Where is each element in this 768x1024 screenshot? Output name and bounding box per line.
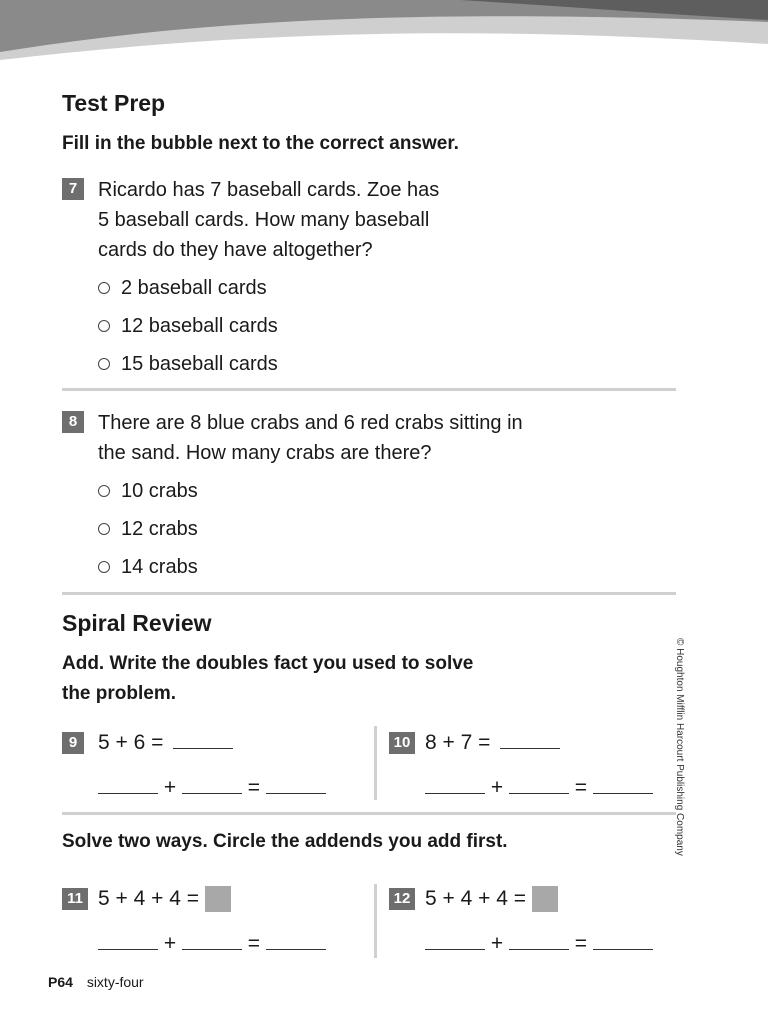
- answer-blank[interactable]: [509, 775, 569, 794]
- answer-blank[interactable]: [173, 730, 233, 749]
- equation-text: 5 + 4 + 4 =: [98, 887, 200, 910]
- divider: [62, 388, 676, 391]
- question-7-option[interactable]: [98, 275, 267, 301]
- answer-blank[interactable]: [509, 931, 569, 950]
- option-label: 10 crabs: [121, 480, 198, 502]
- question-10-equation: [425, 729, 560, 757]
- question-7-line: cards do they have altogether?: [98, 239, 373, 261]
- question-10-doubles-fact: [425, 774, 653, 802]
- spiral-review-heading: Spiral Review: [62, 610, 212, 636]
- column-divider: [374, 726, 377, 800]
- equation-text: 5 + 6 =: [98, 731, 164, 754]
- equals-sign: =: [574, 776, 588, 799]
- answer-blank[interactable]: [425, 931, 485, 950]
- answer-blank[interactable]: [266, 775, 326, 794]
- question-12-answer-line: [425, 930, 653, 958]
- answer-blank[interactable]: [98, 775, 158, 794]
- equals-sign: =: [247, 932, 261, 955]
- option-label: 12 crabs: [121, 518, 198, 540]
- question-7-text: [98, 175, 439, 265]
- answer-bubble[interactable]: [98, 320, 110, 332]
- question-9-equation: [98, 729, 233, 757]
- answer-bubble[interactable]: [98, 485, 110, 497]
- page-number: P64: [48, 974, 73, 990]
- instruction-line: the problem.: [62, 683, 177, 704]
- divider: [62, 592, 676, 595]
- question-7-option[interactable]: [98, 313, 278, 339]
- question-7-number: 7: [62, 178, 84, 200]
- plus-sign: +: [490, 776, 504, 799]
- question-11-answer-line: [98, 930, 326, 958]
- answer-blank[interactable]: [425, 775, 485, 794]
- answer-blank[interactable]: [500, 730, 560, 749]
- question-12-equation: [425, 885, 558, 913]
- question-12-number: 12: [389, 888, 415, 910]
- question-8-text: [98, 408, 523, 468]
- question-8-option[interactable]: [98, 478, 198, 504]
- question-10-number: 10: [389, 732, 415, 754]
- answer-bubble[interactable]: [98, 358, 110, 370]
- column-divider: [374, 884, 377, 958]
- answer-blank[interactable]: [593, 775, 653, 794]
- instruction-line: Add. Write the doubles fact you used to solve: [62, 653, 474, 674]
- page-footer: [48, 974, 144, 990]
- plus-sign: +: [163, 932, 177, 955]
- question-9-number: 9: [62, 732, 84, 754]
- answer-blank[interactable]: [266, 931, 326, 950]
- question-7-line: 5 baseball cards. How many baseball: [98, 209, 430, 231]
- equals-sign: =: [247, 776, 261, 799]
- answer-blank[interactable]: [182, 775, 242, 794]
- question-8-number: 8: [62, 411, 84, 433]
- answer-blank[interactable]: [98, 931, 158, 950]
- equation-text: 8 + 7 =: [425, 731, 491, 754]
- option-label: 2 baseball cards: [121, 277, 267, 299]
- copyright-notice: © Houghton Mifflin Harcourt Publishing Company: [674, 638, 685, 856]
- option-label: 14 crabs: [121, 556, 198, 578]
- plus-sign: +: [490, 932, 504, 955]
- divider: [62, 812, 676, 815]
- question-11-equation: [98, 885, 231, 913]
- header-banner: [0, 0, 768, 60]
- solve-two-ways-instruction: Solve two ways. Circle the addends you add first.: [62, 831, 508, 852]
- plus-sign: +: [163, 776, 177, 799]
- question-8-option[interactable]: [98, 516, 198, 542]
- page-number-words: sixty-four: [86, 974, 144, 990]
- test-prep-heading: Test Prep: [62, 90, 166, 116]
- answer-blank[interactable]: [182, 931, 242, 950]
- question-8-line: the sand. How many crabs are there?: [98, 442, 432, 464]
- spiral-review-instruction: [62, 649, 473, 709]
- answer-blank[interactable]: [593, 931, 653, 950]
- answer-box[interactable]: [205, 886, 231, 912]
- answer-bubble[interactable]: [98, 561, 110, 573]
- option-label: 12 baseball cards: [121, 315, 278, 337]
- question-8-option[interactable]: [98, 554, 198, 580]
- option-label: 15 baseball cards: [121, 353, 278, 375]
- question-8-line: There are 8 blue crabs and 6 red crabs sitting in: [98, 412, 523, 434]
- equation-text: 5 + 4 + 4 =: [425, 887, 527, 910]
- answer-box[interactable]: [532, 886, 558, 912]
- test-prep-instruction: Fill in the bubble next to the correct answer.: [62, 133, 459, 154]
- question-7-line: Ricardo has 7 baseball cards. Zoe has: [98, 179, 440, 201]
- answer-bubble[interactable]: [98, 282, 110, 294]
- question-9-doubles-fact: [98, 774, 326, 802]
- question-7-option[interactable]: [98, 351, 278, 377]
- equals-sign: =: [574, 932, 588, 955]
- answer-bubble[interactable]: [98, 523, 110, 535]
- question-11-number: 11: [62, 888, 88, 910]
